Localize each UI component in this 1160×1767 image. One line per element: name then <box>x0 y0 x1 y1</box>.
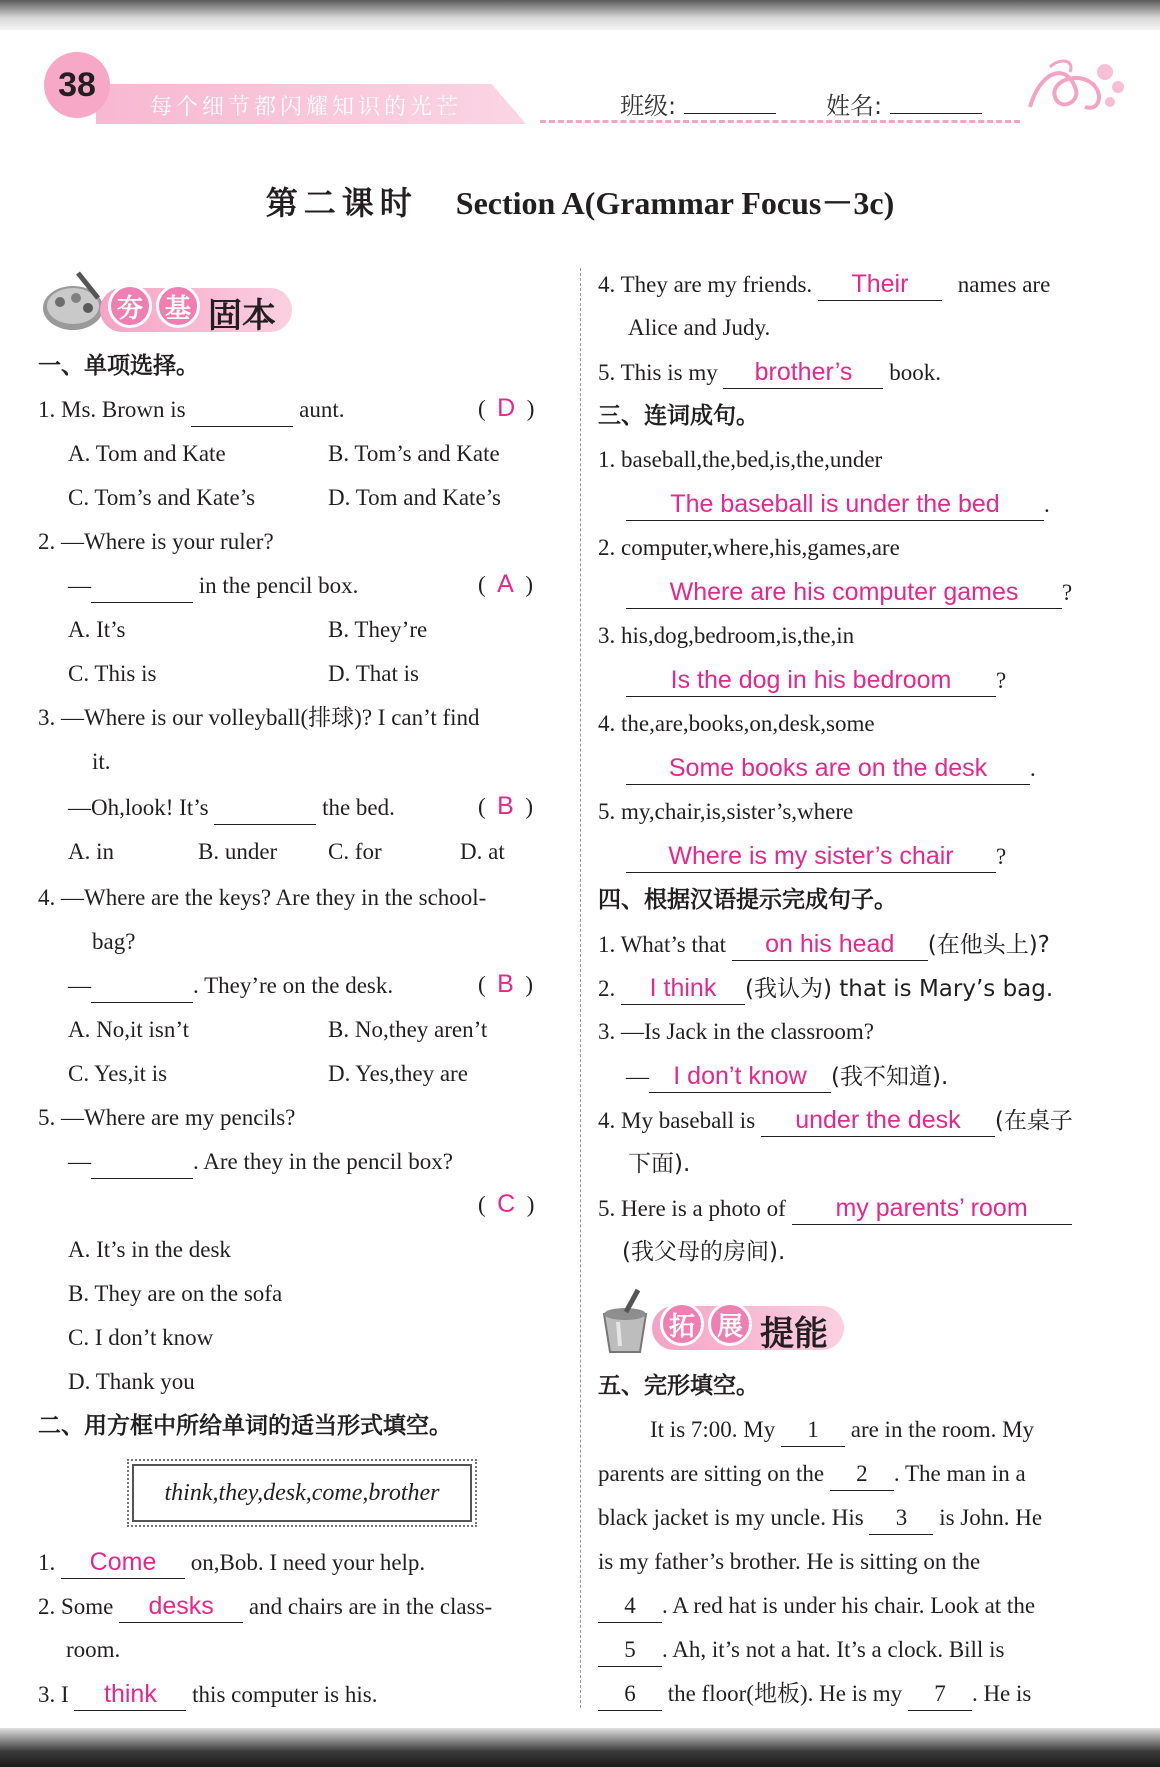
reorder-1-answer: The baseball is under the bed <box>626 488 1044 521</box>
complete-1-answer: on his head <box>732 928 928 961</box>
fill-2-answer: desks <box>119 1590 243 1623</box>
passage-line-6 <box>598 1634 1004 1667</box>
badge2-char-1: 拓 <box>660 1302 704 1346</box>
reorder-5-answer: Where is my sister’s chair <box>626 840 996 873</box>
q2-option-d: D. That is <box>328 661 419 686</box>
q2-option-c: C. This is <box>68 661 157 686</box>
q5-text-b: . Are they in the pencil box? <box>193 1149 453 1174</box>
top-edge <box>0 0 1160 30</box>
fill-1-answer: Come <box>61 1546 185 1579</box>
q4-stem <box>68 970 393 1003</box>
q5-option-b: B. They are on the sofa <box>68 1281 283 1306</box>
name-blank[interactable] <box>890 113 982 114</box>
q5-stem <box>68 1146 453 1179</box>
lesson-number: 第二课时 <box>265 184 418 222</box>
passage-line-3 <box>598 1502 1042 1535</box>
q4-option-b: B. No,they aren’t <box>328 1017 488 1042</box>
complete-3-line1: 3. —Is Jack in the classroom? <box>598 1019 874 1044</box>
reorder-1-end: . <box>1044 492 1050 517</box>
q1-option-a: A. Tom and Kate <box>68 441 226 466</box>
fill-2 <box>38 1590 492 1623</box>
complete-4 <box>598 1104 1073 1137</box>
complete-2-num: 2. <box>598 976 616 1001</box>
reorder-4-words: 4. the,are,books,on,desk,some <box>598 711 875 736</box>
complete-2-answer: I think <box>621 972 745 1005</box>
badge2-text: 提能 <box>760 1314 828 1354</box>
q4-answer-bracket: ( B ) <box>478 970 534 998</box>
page-number: 38 <box>44 52 110 118</box>
word-box: think,they,desk,come,brother <box>132 1464 472 1522</box>
blank-4: 4 <box>598 1590 662 1623</box>
reorder-2-end: ? <box>1062 580 1073 605</box>
fill-3 <box>38 1678 377 1711</box>
paint-palette-icon <box>38 268 108 336</box>
complete-2-hint: (我认为) that is Mary’s bag. <box>745 976 1054 1002</box>
blank-7: 7 <box>908 1678 972 1711</box>
fill-4-answer: Their <box>818 268 942 301</box>
q4-option-a: A. No,it isn’t <box>68 1017 189 1042</box>
fill-2-line2: room. <box>66 1637 121 1662</box>
section-4-heading: 四、根据汉语提示完成句子。 <box>598 887 897 913</box>
q3-answer: B <box>497 792 514 820</box>
complete-3-answer: I don’t know <box>649 1060 831 1093</box>
section-3-heading: 三、连词成句。 <box>598 403 759 429</box>
q2-text-b: in the pencil box. <box>198 573 359 598</box>
fill-5-num: 5. This is my <box>598 360 718 385</box>
q3-stem <box>68 792 395 825</box>
q1-option-d: D. Tom and Kate’s <box>328 485 501 510</box>
reorder-2-answer: Where are his computer games <box>626 576 1062 609</box>
q1-stem <box>38 394 344 427</box>
column-divider <box>580 268 581 1708</box>
passage-7-text-a: the floor(地板). He is my <box>667 1681 903 1706</box>
blank-2: 2 <box>830 1458 894 1491</box>
q2-answer: A <box>497 570 514 598</box>
blank-3: 3 <box>869 1502 933 1535</box>
passage-2-text-a: parents are sitting on the <box>598 1461 825 1486</box>
passage-2-text-b: . The man in a <box>893 1461 1026 1486</box>
q4-line1: 4. —Where are the keys? Are they in the school- <box>38 885 487 910</box>
reorder-3-words: 3. his,dog,bedroom,is,the,in <box>598 623 855 648</box>
header-dashed-line <box>540 120 1020 123</box>
fill-5-answer: brother’s <box>723 356 883 389</box>
q4-answer: B <box>497 970 514 998</box>
q1-blank <box>191 394 293 427</box>
section-2-heading: 二、用方框中所给单词的适当形式填空。 <box>38 1413 452 1439</box>
complete-3-hint: (我不知道). <box>831 1064 949 1090</box>
passage-line-1 <box>650 1414 1034 1447</box>
q1-option-b: B. Tom’s and Kate <box>328 441 500 466</box>
passage-3-text-b: is John. He <box>939 1505 1043 1530</box>
complete-5-text-a: 5. Here is a photo of <box>598 1196 786 1221</box>
complete-1 <box>598 928 1050 961</box>
reorder-5 <box>626 840 1006 873</box>
reorder-1 <box>626 488 1050 521</box>
complete-1-text-a: 1. What’s that <box>598 932 726 957</box>
q3-option-c: C. for <box>328 839 382 864</box>
blank-6: 6 <box>598 1678 662 1711</box>
lesson-title <box>0 178 1160 224</box>
fill-4-num: 4. They are my friends. <box>598 272 813 297</box>
passage-line-4: is my father’s brother. He is sitting on the <box>598 1549 981 1574</box>
fill-2-num: 2. Some <box>38 1594 114 1619</box>
reorder-5-words: 5. my,chair,is,sister’s,where <box>598 799 854 824</box>
passage-line-2 <box>598 1458 1026 1491</box>
complete-5-line2: (我父母的房间). <box>622 1239 786 1265</box>
class-label: 班级: <box>620 92 677 120</box>
class-field <box>620 86 776 121</box>
fill-3-answer: think <box>74 1678 186 1711</box>
complete-3-dash: — <box>626 1064 649 1089</box>
q5-option-a: A. It’s in the desk <box>68 1237 231 1262</box>
q5-option-c: C. I don’t know <box>68 1325 214 1350</box>
passage-6-text: . Ah, it’s not a hat. It’s a clock. Bill is <box>662 1637 1005 1662</box>
q1-answer: D <box>497 394 516 422</box>
complete-1-hint: (在他头上)? <box>927 932 1050 958</box>
q1-text-a: 1. Ms. Brown is <box>38 397 186 422</box>
q5-answer-bracket: ( C ) <box>478 1190 535 1218</box>
reorder-3-answer: Is the dog in his bedroom <box>626 664 996 697</box>
fill-1 <box>38 1546 425 1579</box>
fill-1-text: on,Bob. I need your help. <box>190 1550 426 1575</box>
fill-3-num: 3. I <box>38 1682 69 1707</box>
q3-text-a: —Oh,look! It’s <box>68 795 209 820</box>
q3-line1: 3. —Where is our volleyball(排球)? I can’t find <box>38 705 480 730</box>
fill-4 <box>598 268 1050 301</box>
section-title: Section A(Grammar Focus－3c) <box>455 185 895 221</box>
q2-blank <box>91 570 193 603</box>
name-label: 姓名: <box>826 92 883 120</box>
badge-text: 固本 <box>208 296 276 336</box>
complete-4-line2: 下面). <box>628 1151 691 1177</box>
q3-option-d: D. at <box>460 839 505 864</box>
fill-5-text: book. <box>889 360 941 385</box>
q5-option-d: D. Thank you <box>68 1369 195 1394</box>
blank-5: 5 <box>598 1634 662 1667</box>
reorder-2-words: 2. computer,where,his,games,are <box>598 535 900 560</box>
reorder-4-end: . <box>1030 756 1036 781</box>
complete-2 <box>598 972 1053 1005</box>
fill-3-text: this computer is his. <box>192 1682 378 1707</box>
reorder-5-end: ? <box>996 844 1007 869</box>
q2-dash: — <box>68 573 91 598</box>
passage-line-7 <box>598 1678 1031 1711</box>
complete-4-answer: under the desk <box>761 1104 995 1137</box>
q2-option-b: B. They’re <box>328 617 428 642</box>
q4-option-d: D. Yes,they are <box>328 1061 468 1086</box>
q5-blank <box>91 1146 193 1179</box>
reorder-1-words: 1. baseball,the,bed,is,the,under <box>598 447 883 472</box>
passage-5-text: . A red hat is under his chair. Look at the <box>662 1593 1036 1618</box>
reorder-2 <box>626 576 1072 609</box>
floral-ornament-icon <box>1020 52 1130 122</box>
passage-1-text-b: are in the room. My <box>850 1417 1035 1442</box>
q3-option-b: B. under <box>198 839 278 864</box>
reorder-3-end: ? <box>996 668 1007 693</box>
q5-dash: — <box>68 1149 91 1174</box>
class-blank[interactable] <box>684 113 776 114</box>
q3-text-b: the bed. <box>322 795 395 820</box>
bottom-edge <box>0 1728 1160 1767</box>
q3-answer-bracket: ( B ) <box>478 792 534 820</box>
fill-2-text: and chairs are in the class- <box>248 1594 493 1619</box>
q3-blank <box>214 792 316 825</box>
q3-option-a: A. in <box>68 839 114 864</box>
complete-5-answer: my parents’ room <box>792 1192 1072 1225</box>
reorder-3 <box>626 664 1006 697</box>
fill-1-num: 1. <box>38 1550 56 1575</box>
passage-7-text-b: . He is <box>971 1681 1032 1706</box>
q2-line1: 2. —Where is your ruler? <box>38 529 274 554</box>
q4-dash: — <box>68 973 91 998</box>
q4-option-c: C. Yes,it is <box>68 1061 168 1086</box>
q4-line2: bag? <box>92 929 136 954</box>
complete-3 <box>626 1060 948 1093</box>
header-motto: 每个细节都闪耀知识的光芒 <box>150 95 463 120</box>
section-1-heading: 一、单项选择。 <box>38 353 199 379</box>
complete-4-text-a: 4. My baseball is <box>598 1108 756 1133</box>
passage-line-5 <box>598 1590 1035 1623</box>
q5-line1: 5. —Where are my pencils? <box>38 1105 296 1130</box>
paint-bucket-icon <box>596 1288 656 1356</box>
q4-text-b: . They’re on the desk. <box>193 973 394 998</box>
q2-stem <box>68 570 358 603</box>
complete-4-hint: (在桌子 <box>994 1108 1073 1134</box>
badge2-char-2: 展 <box>708 1302 752 1346</box>
badge-char-1: 夯 <box>108 284 152 328</box>
name-field <box>826 86 982 121</box>
q4-blank <box>91 970 193 1003</box>
q3-line2: it. <box>92 749 111 774</box>
fill-5 <box>598 356 941 389</box>
q5-answer: C <box>497 1190 516 1218</box>
blank-1: 1 <box>781 1414 845 1447</box>
fill-4-line2: Alice and Judy. <box>628 315 771 340</box>
q1-text-b: aunt. <box>299 397 345 422</box>
passage-1-text-a: It is 7:00. My <box>650 1417 776 1442</box>
reorder-4 <box>626 752 1036 785</box>
q2-option-a: A. It’s <box>68 617 126 642</box>
reorder-4-answer: Some books are on the desk <box>626 752 1030 785</box>
badge-char-2: 基 <box>156 284 200 328</box>
section-5-heading: 五、完形填空。 <box>598 1373 759 1399</box>
q2-answer-bracket: ( A ) <box>478 570 534 598</box>
q1-option-c: C. Tom’s and Kate’s <box>68 485 256 510</box>
passage-3-text-a: black jacket is my uncle. His <box>598 1505 864 1530</box>
fill-4-text: names are <box>957 272 1051 297</box>
q1-answer-bracket: ( D ) <box>478 394 535 422</box>
complete-5 <box>598 1192 1072 1225</box>
